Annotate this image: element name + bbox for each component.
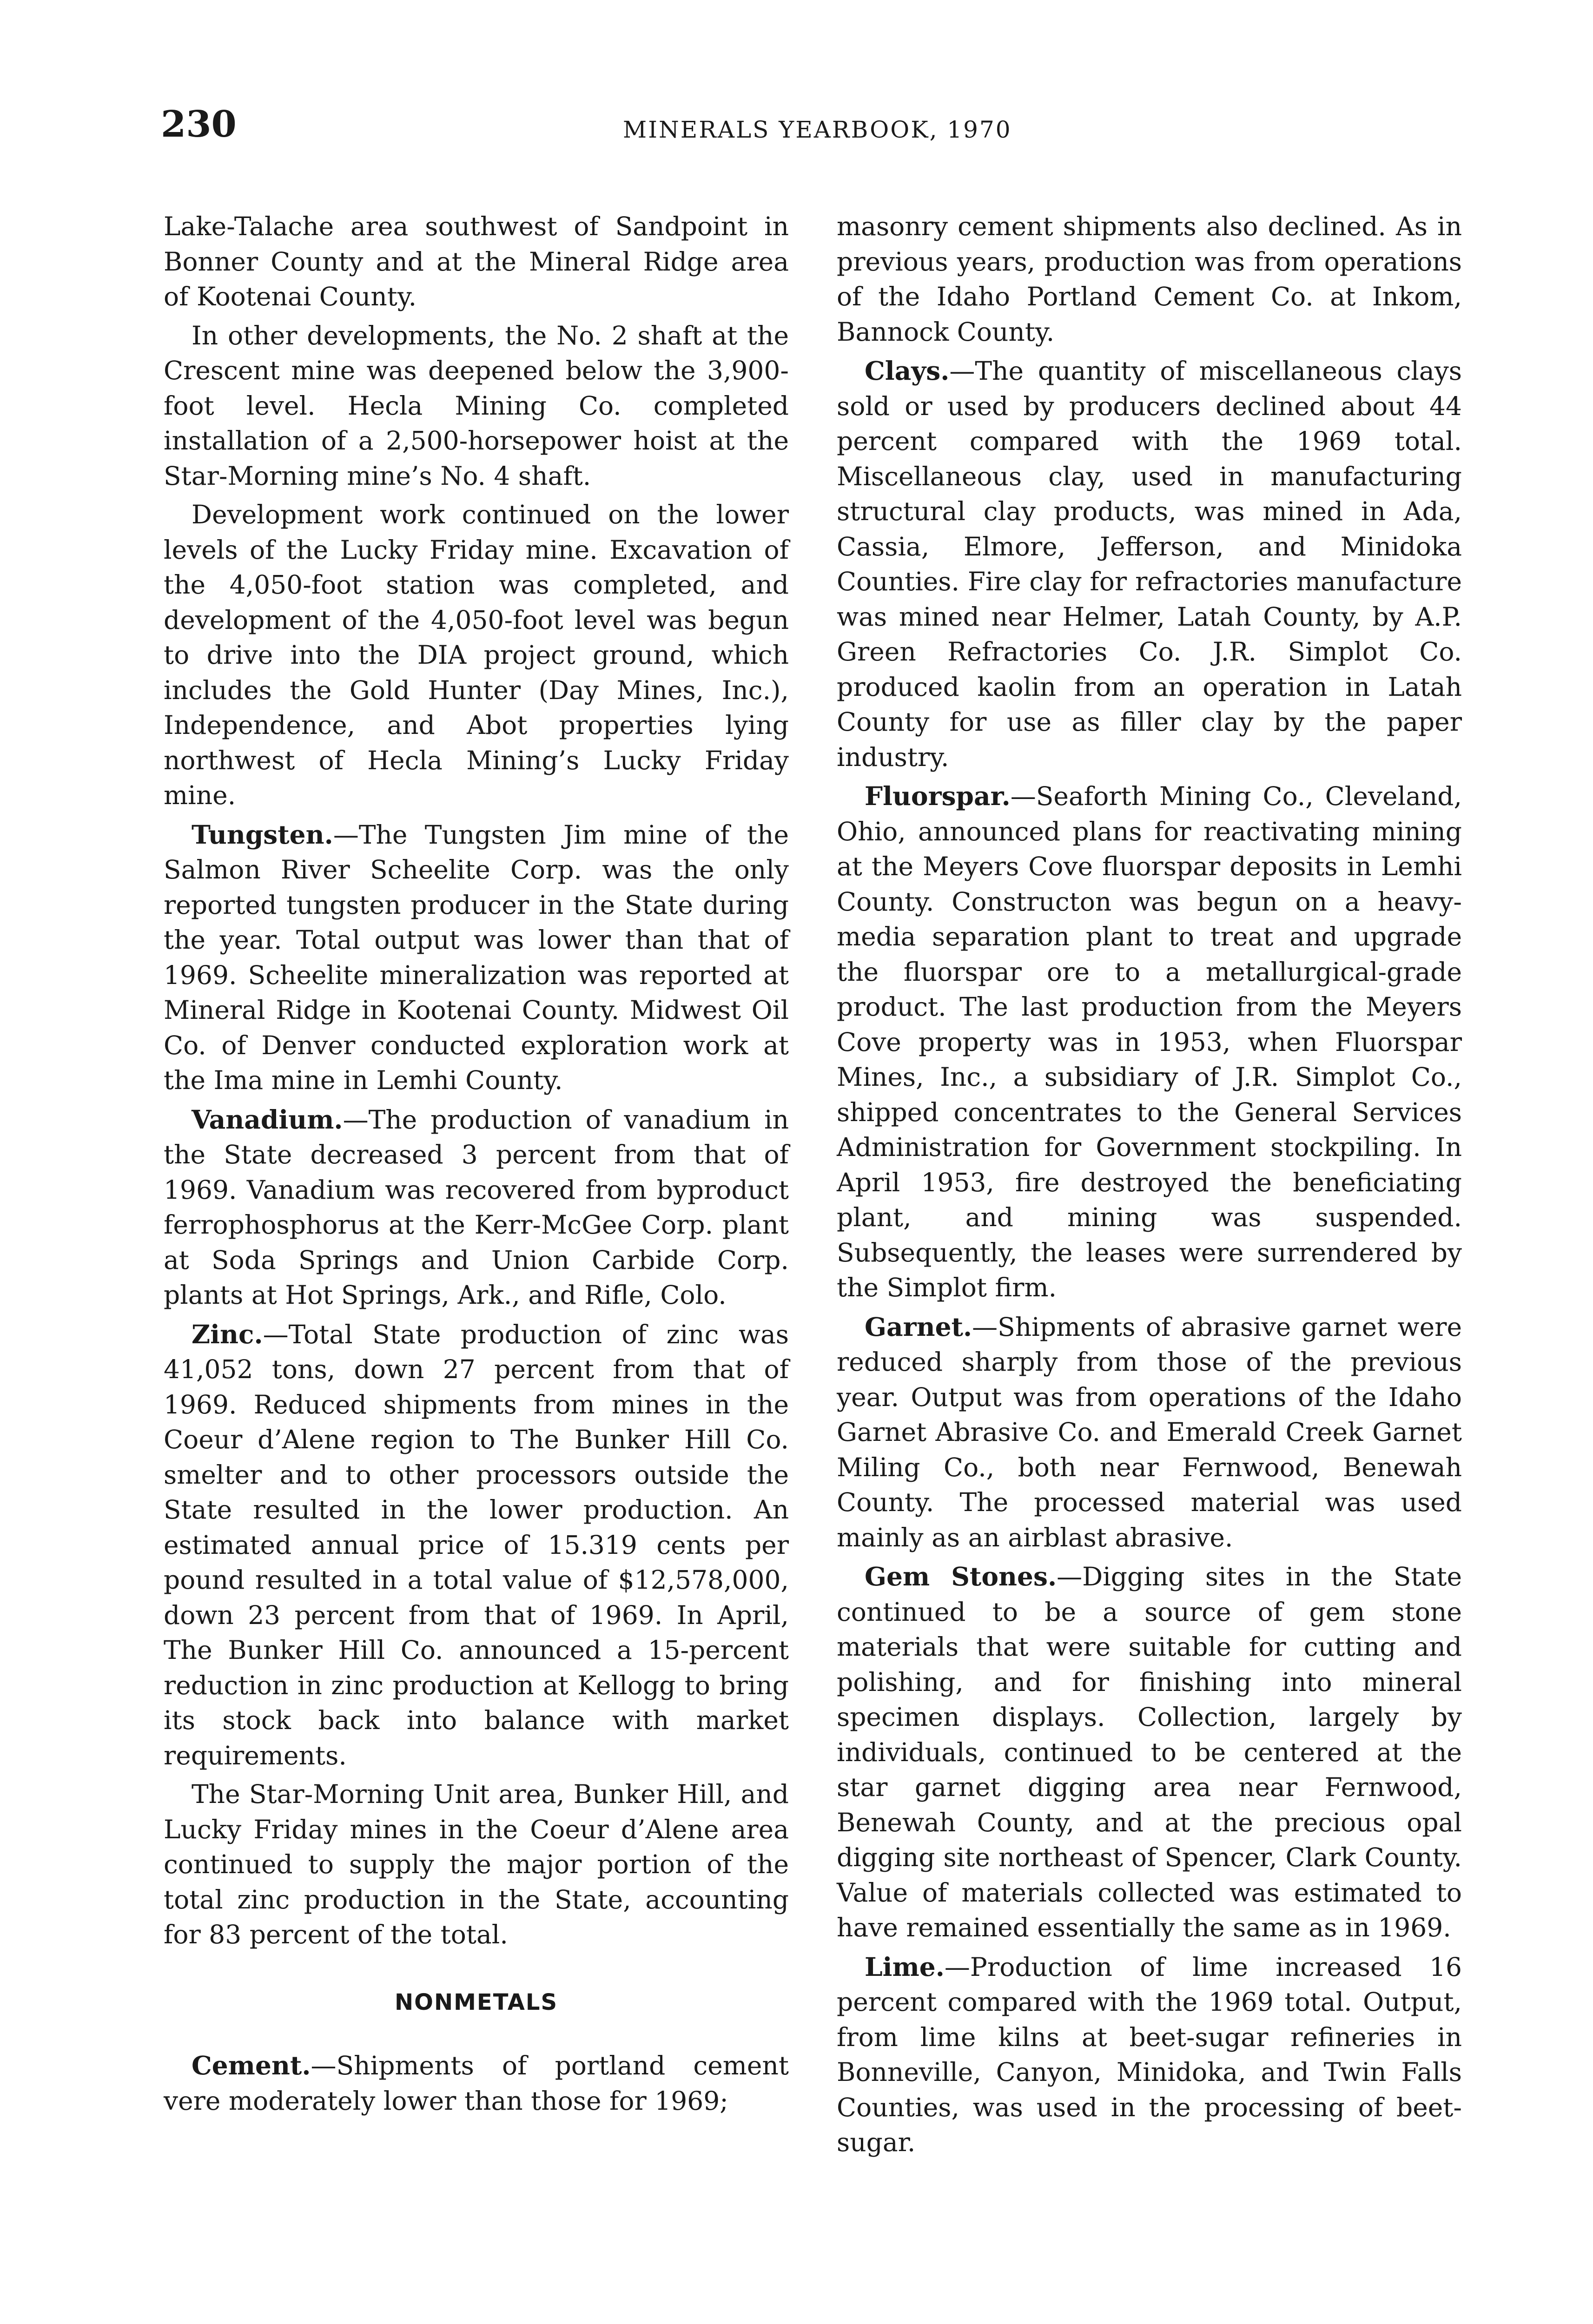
paragraph-gem-stones [837, 1559, 1462, 1946]
paragraph-clays [837, 353, 1462, 775]
section-heading-nonmetals: NONMETALS [394, 1989, 558, 2015]
paragraph-zinc [164, 1317, 789, 1774]
paragraph-cement-continuation: masonry cement shipments also declined. As in previous years, production was from operations of the Idaho Portland Cement Co. at Inkom, Bannock County. [837, 211, 1462, 347]
fluorspar-heading: Fluorspar. [865, 781, 1011, 811]
paragraph-lucky-friday-development: Development work continued on the lower levels of the Lucky Friday mine. Excavation of the 4,050-foot station was completed, and development of the 4,050-foot level was begun to drive into the DIA project ground, which includes the Gold Hunter (Day Mines, Inc.), Independence, and Abot properties lying northwest of Hecla Mining’s Lucky Friday mine. [164, 500, 789, 810]
left-column [164, 209, 789, 2122]
paragraph-star-morning: The Star-Morning Unit area, Bunker Hill, and Lucky Friday mines in the Coeur d’Alene area continued to supply the major portion of the total zinc production in the State, accounting for 83 percent of the total. [164, 1779, 789, 1949]
gem-stones-heading: Gem Stones. [865, 1561, 1057, 1591]
lime-heading: Lime. [865, 1951, 945, 1982]
vanadium-text: —The production of vanadium in the State decreased 3 percent from that of 1969. Vanadium was recovered from byproduct ferrophosphorus at the Kerr-McGee Corp. plant at Soda Springs and Union Carbide Corp. plants at Hot Springs, Ark., and Rifle, Colo. [164, 1104, 789, 1310]
paragraph-tungsten [164, 817, 789, 1098]
gem-stones-text: —Digging sites in the State continued to be a source of gem stone materials that were suitable for cutting and polishing, and for finishing into mineral specimen displays. Collection, largely by individuals, continued to be centered at the star garnet digging area near Fernwood, Benewah County, and at the precious opal digging site northeast of Spencer, Clark County. Value of materials collected was estimated to have remained essentially the same as in 1969. [837, 1562, 1462, 1942]
page-number: 230 [161, 103, 237, 145]
cement-text: —Shipments of portland cement vere moderately lower than those for 1969; [164, 2051, 789, 2116]
paragraph-bonner-continuation: Lake-Talache area southwest of Sandpoint in Bonner County and at the Mineral Ridge area of Kootenai County. [164, 211, 789, 311]
paragraph-vanadium [164, 1102, 789, 1313]
cement-heading: Cement. [192, 2050, 311, 2080]
paragraph-lime [837, 1949, 1462, 2160]
lime-text: —Production of lime increased 16 percent compared with the 1969 total. Output, from lime kilns at beet-sugar refineries in Bonneville, Canyon, Minidoka, and Twin Falls Counties, was used in the processing of beet-sugar. [837, 1952, 1462, 2157]
vanadium-heading: Vanadium. [192, 1104, 343, 1135]
zinc-heading: Zinc. [192, 1319, 263, 1349]
clays-text: —The quantity of miscellaneous clays sold or used by producers declined about 44 percent compared with the 1969 total. Miscellaneous clay, used in manufacturing structural clay products, was mined in Ada, Cassia, Elmore, Jefferson, and Minidoka Counties. Fire clay for refractories manufacture was mined near Helmer, Latah County, by A.P. Green Refractories Co. J.R. Simplot Co. produced kaolin from an operation in Latah County for use as filler clay by the paper industry. [837, 356, 1462, 772]
running-head: MINERALS YEARBOOK, 1970 [623, 116, 1012, 143]
paragraph-garnet [837, 1309, 1462, 1556]
paragraph-other-developments: In other developments, the No. 2 shaft at the Crescent mine was deepened below the 3,900-foot level. Hecla Mining Co. completed installation of a 2,500-horsepower hoist at the Star-Morning mine’s No. 4 shaft. [164, 320, 789, 491]
right-column [837, 209, 1462, 2164]
paragraph-cement [164, 2048, 789, 2119]
tungsten-text: —The Tungsten Jim mine of the Salmon River Scheelite Corp. was the only reported tungsten producer in the State during the year. Total output was lower than that of 1969. Scheelite mineralization was reported at Mineral Ridge in Kootenai County. Midwest Oil Co. of Denver conducted exploration work at the Ima mine in Lemhi County. [164, 819, 789, 1095]
garnet-text: —Shipments of abrasive garnet were reduced sharply from those of the previous year. Output was from operations of the Idaho Garnet Abrasive Co. and Emerald Creek Garnet Miling Co., both near Fernwood, Benewah County. The processed material was used mainly as an airblast abrasive. [837, 1312, 1462, 1552]
paragraph-fluorspar [837, 779, 1462, 1306]
garnet-heading: Garnet. [865, 1311, 972, 1342]
fluorspar-text: —Seaforth Mining Co., Cleveland, Ohio, announced plans for reactivating mining at the Meyers Cove fluorspar deposits in Lemhi County. Constructon was begun on a heavy-media separation plant to treat and upgrade the fluorspar ore to a metallurgical-grade product. The last production from the Meyers Cove property was in 1953, when Fluorspar Mines, Inc., a subsidiary of J.R. Simplot Co., shipped concentrates to the General Services Administration for Government stockpiling. In April 1953, fire destroyed the beneficiating plant, and mining was suspended. Subsequently, the leases were surrendered by the Simplot firm. [837, 781, 1462, 1302]
clays-heading: Clays. [865, 356, 950, 386]
zinc-text: —Total State production of zinc was 41,052 tons, down 27 percent from that of 1969. Reduced shipments from mines in the Coeur d’Alene region to The Bunker Hill Co. smelter and to other processors outside the State resulted in the lower production. An estimated annual price of 15.319 cents per pound resulted in a total value of $12,578,000, down 23 percent from that of 1969. In April, The Bunker Hill Co. announced a 15-percent reduction in zinc production at Kellogg to bring its stock back into balance with market requirements. [164, 1319, 789, 1770]
tungsten-heading: Tungsten. [192, 819, 333, 850]
